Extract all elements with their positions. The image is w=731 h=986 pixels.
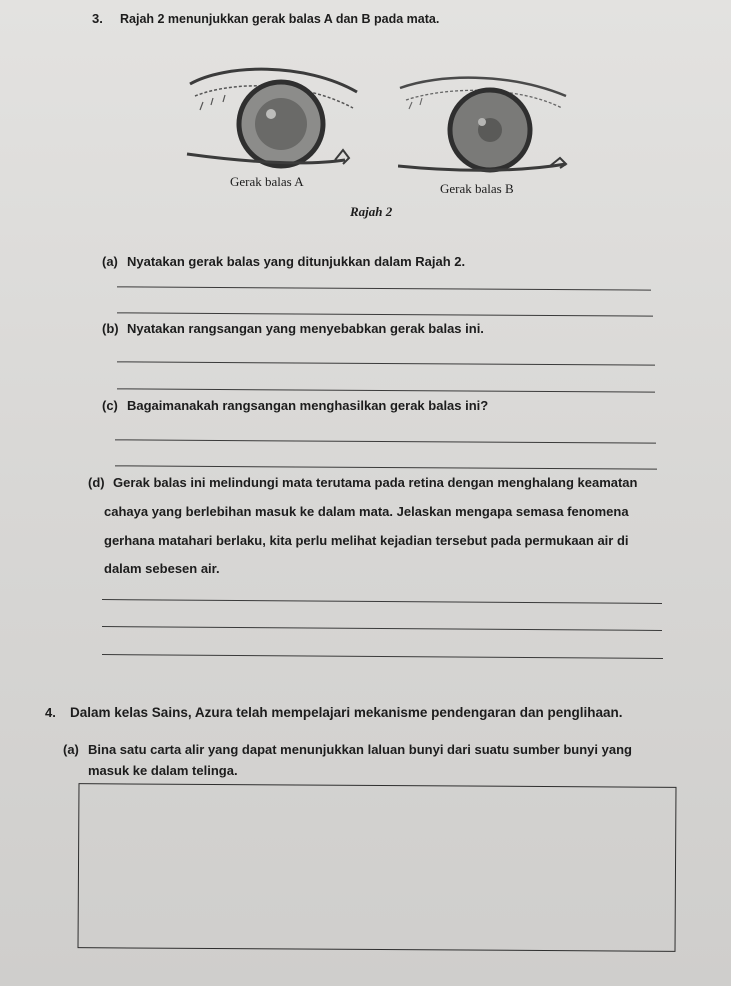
answer-line [117, 388, 655, 392]
q3d-line-4: dalam sebesen air. [104, 561, 220, 576]
q4a-letter: (a) [63, 742, 79, 757]
flowchart-answer-box[interactable] [78, 783, 677, 952]
q4-number: 4. [45, 705, 56, 720]
q4-stem: Dalam kelas Sains, Azura telah mempelajari mekanisme pendengaran dan penglihaan. [70, 705, 623, 720]
q3a-text: Nyatakan gerak balas yang ditunjukkan dalam Rajah 2. [127, 254, 466, 269]
eye-a-figure [185, 62, 365, 177]
q3d-line-2: cahaya yang berlebihan masuk ke dalam mata. Jelaskan mengapa semasa fenomena [104, 504, 629, 519]
q3b-letter: (b) [102, 321, 119, 336]
q3c-text: Bagaimanakah rangsangan menghasilkan gerak balas ini? [127, 398, 489, 413]
figure-caption: Rajah 2 [350, 204, 393, 219]
answer-line [117, 312, 653, 316]
q3d-letter: (d) [88, 475, 105, 490]
eye-b-figure [398, 72, 576, 180]
q3d-line-1: Gerak balas ini melindungi mata terutama pada retina dengan menghalang keamatan [113, 475, 638, 490]
q3b-text: Nyatakan rangsangan yang menyebabkan gerak balas ini. [127, 321, 484, 336]
answer-line [102, 654, 663, 659]
q4a-line-2: masuk ke dalam telinga. [88, 763, 238, 778]
q3d-line-3: gerhana matahari berlaku, kita perlu melihat kejadian tersebut pada permukaan air di [104, 533, 629, 548]
q3c-letter: (c) [102, 398, 118, 413]
answer-line [117, 286, 651, 290]
q3-number: 3. [92, 11, 103, 26]
q4a-line-1: Bina satu carta alir yang dapat menunjukkan laluan bunyi dari suatu sumber bunyi yang [88, 742, 632, 757]
answer-line [102, 626, 662, 631]
q3a-letter: (a) [102, 254, 118, 269]
answer-line [102, 599, 662, 604]
answer-line [115, 465, 657, 469]
figure-label-a: Gerak balas A [230, 174, 304, 189]
figure-label-b: Gerak balas B [440, 181, 514, 196]
answer-line [117, 361, 655, 365]
q3-stem: Rajah 2 menunjukkan gerak balas A dan B pada mata. [120, 12, 440, 26]
answer-line [115, 439, 656, 443]
